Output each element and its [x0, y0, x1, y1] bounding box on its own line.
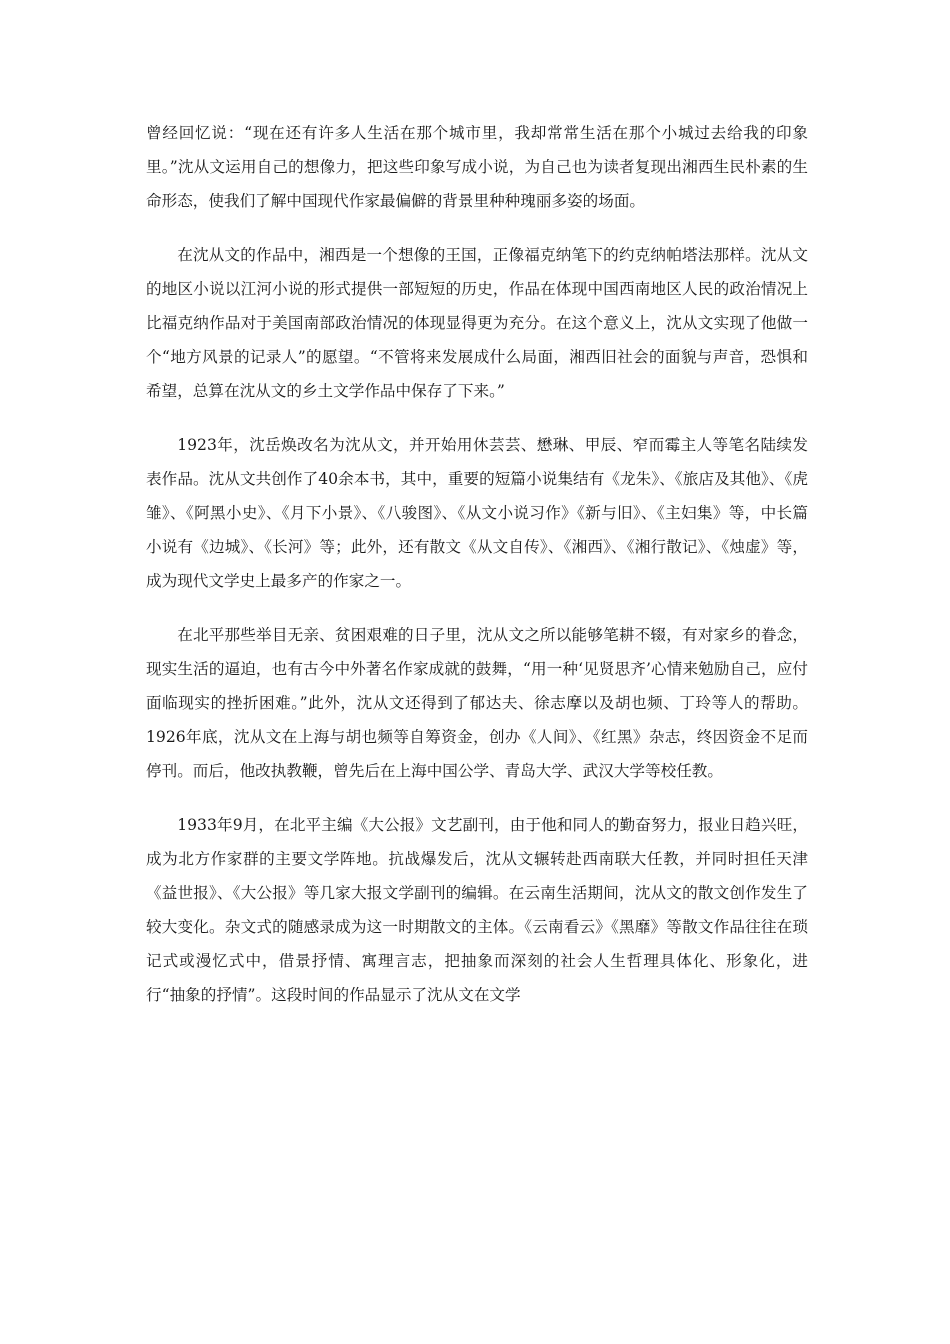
document-page: [146, 116, 808, 1032]
paragraph-2: 在沈从文的作品中，湘西是一个想像的王国，正像福克纳笔下的约克纳帕塔法那样。沈从文的地区小说以江河小说的形式提供一部短短的历史，作品在体现中国西南地区人民的政治情况上比福克纳作品对于美国南部政治情况的体现显得更为充分。在这个意义上，沈从文实现了他做一个“地方风景的记录人”的愿望。“不管将来发展成什么局面，湘西旧社会的面貌与声音，恐惧和希望，总算在沈从文的乡土文学作品中保存了下来。”: [146, 246, 808, 400]
paragraph-4: 在北平那些举目无亲、贫困艰难的日子里，沈从文之所以能够笔耕不辍，有对家乡的眷念，现实生活的逼迫，也有古今中外著名作家成就的鼓舞，“用一种‘见贤思齐’心情来勉励自己，应付面临现实的挫折困难。”此外，沈从文还得到了郁达夫、徐志摩以及胡也频、丁玲等人的帮助。1926年底，沈从文在上海与胡也频等自筹资金，创办《人间》、《红黑》杂志，终因资金不足而停刊。而后，他改执教鞭，曾先后在上海中国公学、青岛大学、武汉大学等校任教。: [146, 626, 808, 780]
paragraph-1: 曾经回忆说：“现在还有许多人生活在那个城市里，我却常常生活在那个小城过去给我的印象里。”沈从文运用自己的想像力，把这些印象写成小说，为自己也为读者复现出湘西生民朴素的生命形态，使我们了解中国现代作家最偏僻的背景里种种瑰丽多姿的场面。: [146, 124, 808, 210]
paragraph-5: 1933年9月，在北平主编《大公报》文艺副刊，由于他和同人的勤奋努力，报业日趋兴旺，成为北方作家群的主要文学阵地。抗战爆发后，沈从文辗转赴西南联大任教，并同时担任天津《益世报》、《大公报》等几家大报文学副刊的编辑。在云南生活期间，沈从文的散文创作发生了较大变化。杂文式的随感录成为这一时期散文的主体。《云南看云》《黑靡》等散文作品往往在琐记式或漫忆式中，借景抒情、寓理言志，把抽象而深刻的社会人生哲理具体化、形象化，进行“抽象的抒情”。这段时间的作品显示了沈从文在文学: [146, 816, 808, 1004]
paragraph-3: 1923年，沈岳焕改名为沈从文，并开始用休芸芸、懋琳、甲辰、窄而霉主人等笔名陆续发表作品。沈从文共创作了40余本书，其中，重要的短篇小说集结有《龙朱》、《旅店及其他》、《虎雏》、《阿黑小史》、《月下小景》、《八骏图》、《从文小说习作》《新与旧》、《主妇集》等，中长篇小说有《边城》、《长河》等；此外，还有散文《从文自传》、《湘西》、《湘行散记》、《烛虚》等，成为现代文学史上最多产的作家之一。: [146, 436, 808, 590]
